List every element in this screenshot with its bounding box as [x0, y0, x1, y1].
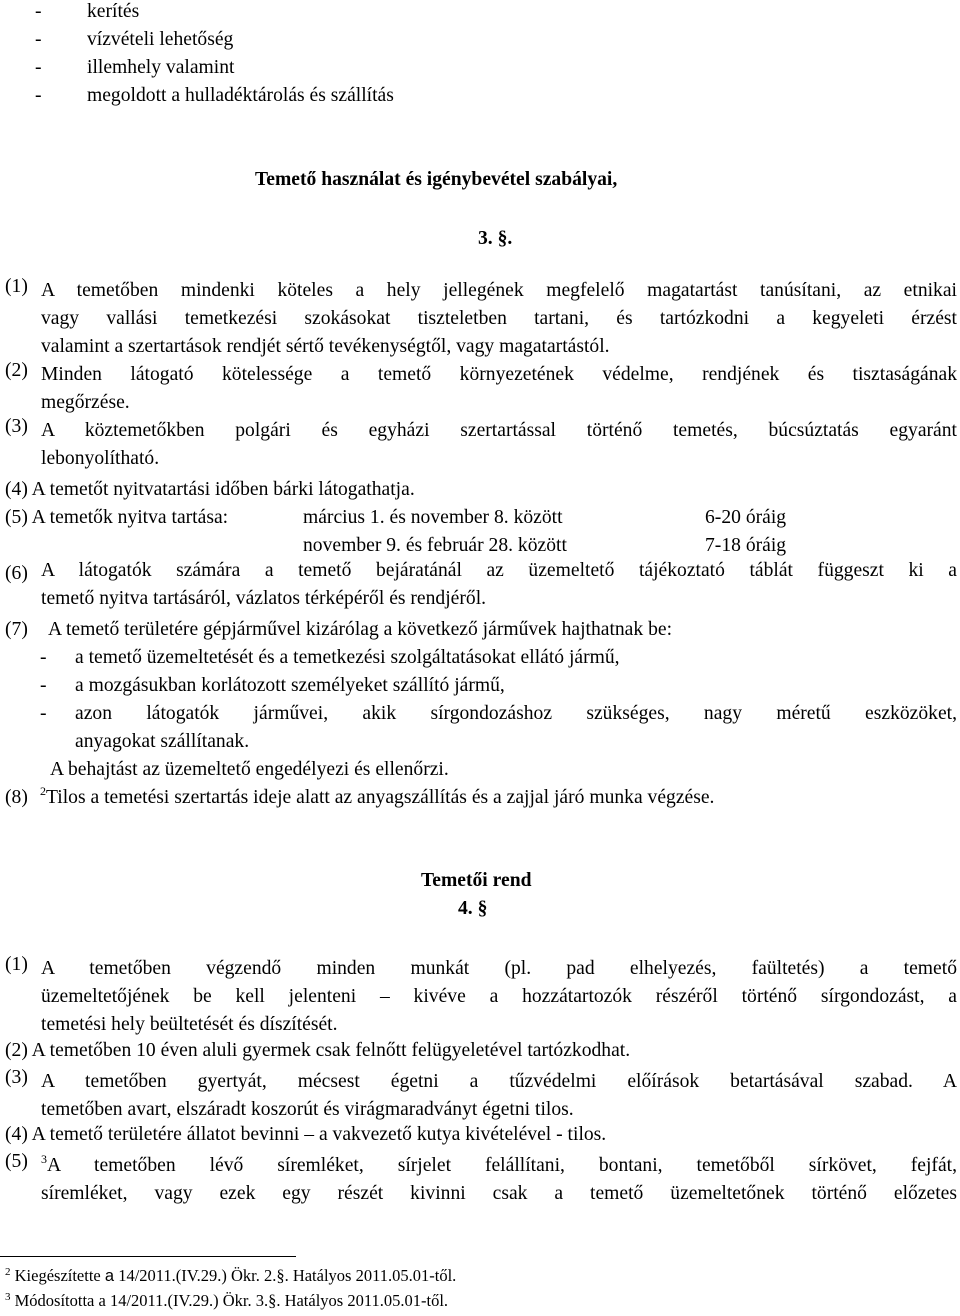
list-dash: -: [35, 29, 42, 50]
paragraph-3-6: [5, 557, 957, 613]
paragraph-line: temetési hely beültetését és díszítését.: [41, 1014, 338, 1035]
paragraph-number: (7): [5, 619, 28, 640]
paragraph-text: Tilos a temetési szertartás ideje alatt az anyagszállítás és a zajjal járó munka végzése.: [46, 787, 715, 808]
paragraph-line: vagy vallási temetkezési szokásokat tiszteletben tartani, és tartózkodni a kegyeleti érzést: [41, 308, 957, 329]
paragraph-line: A látogatók számára a temető bejáratánál az üzemeltető tájékoztató táblát függeszt ki a: [41, 560, 957, 581]
paragraph-4-1: [5, 955, 957, 1039]
paragraph-line: lebonyolítható.: [41, 448, 160, 469]
footnote-text: Kiegészítette: [14, 1266, 105, 1285]
list-item: illemhely valamint: [87, 57, 235, 78]
paragraph-number: (2): [5, 360, 28, 381]
paragraph-line: [41, 1152, 957, 1180]
opening-hours-label: (5) A temetők nyitva tartása:: [5, 507, 229, 528]
paragraph-line: valamint a szertartások rendjét sértő tevékenységtől, vagy magatartástól.: [41, 336, 610, 357]
paragraph-line: A temetőben gyertyát, mécsest égetni a tűzvédelmi előírások betartásával szabad. A: [41, 1071, 957, 1092]
paragraph-3-8: [40, 784, 715, 808]
paragraph-3-3: [5, 417, 957, 473]
footnote-ref: 2: [40, 784, 46, 798]
paragraph-line: temető nyitva tartásáról, vázlatos térképéről és rendjéről.: [41, 588, 487, 609]
list-dash: -: [40, 647, 47, 668]
paragraph-line: síremléket, vagy ezek egy részét kivinni csak a temető üzemeltetőnek történő előzetes: [41, 1183, 957, 1204]
paragraph-line: A temetőben mindenki köteles a hely jellegének megfelelő magatartást tanúsítani, az etnikai: [41, 280, 957, 301]
paragraph-number: (6): [5, 563, 28, 584]
paragraph-line: Minden látogató kötelessége a temető környezetének védelme, rendjének és tisztaságának: [41, 364, 957, 385]
paragraph-3-7-intro: A temető területére gépjárművel kizárólag a következő járművek hajthatnak be:: [48, 619, 673, 640]
list-item-continuation: anyagokat szállítanak.: [75, 731, 250, 752]
section-number: 3. §.: [478, 228, 513, 249]
paragraph-number: (3): [5, 1067, 28, 1088]
paragraph-line: temetőben avart, elszáradt koszorút és virágmaradványt égetni tilos.: [41, 1099, 574, 1120]
footnote-number: 2: [5, 1266, 11, 1278]
list-dash: -: [35, 57, 42, 78]
footnote-text: a: [104, 1267, 115, 1285]
footnote: [5, 1268, 456, 1285]
paragraph-text: A temetőben lévő síremléket, sírjelet felállítani, bontani, temetőből sírkövet, fejfát,: [47, 1155, 957, 1176]
paragraph-number: (1): [5, 276, 28, 297]
paragraph-line: A köztemetőkben polgári és egyházi szertartással történő temetés, búcsúztatás egyaránt: [41, 420, 957, 441]
list-item: vízvételi lehetőség: [87, 29, 234, 50]
paragraph-4-5: [5, 1152, 957, 1208]
paragraph-4-2: (2) A temetőben 10 éven aluli gyermek csak felnőtt felügyeletével tartózkodhat.: [5, 1040, 631, 1061]
paragraph-number: (8): [5, 787, 28, 808]
list-item: a temető üzemeltetését és a temetkezési szolgáltatásokat ellátó jármű,: [75, 647, 620, 668]
list-item: azon látogatók járművei, akik sírgondozáshoz szükséges, nagy méretű eszközöket,: [75, 703, 957, 724]
paragraph-3-7-tail: A behajtást az üzemeltető engedélyezi és ellenőrzi.: [50, 759, 449, 780]
paragraph-number: (3): [5, 416, 28, 437]
paragraph-3-1: [5, 277, 957, 361]
opening-hours: 6-20 óráig: [705, 507, 787, 528]
opening-period: november 9. és február 28. között: [303, 535, 567, 556]
list-item: kerítés: [87, 1, 140, 22]
paragraph-3-2: [5, 361, 957, 417]
list-dash: -: [40, 703, 47, 724]
paragraph-4-4: (4) A temető területére állatot bevinni – a vakvezető kutya kivételével - tilos.: [5, 1124, 607, 1145]
paragraph-line: üzemeltetőjének be kell jelenteni – kivéve a hozzátartozók részéről történő sírgondozást, a: [41, 986, 957, 1007]
list-item: megoldott a hulladéktárolás és szállítás: [87, 85, 394, 106]
list-item: a mozgásukban korlátozott személyeket szállító jármű,: [75, 675, 505, 696]
paragraph-line: megőrzése.: [41, 392, 130, 413]
opening-period: március 1. és november 8. között: [303, 507, 563, 528]
paragraph-3-4: (4) A temetőt nyitvatartási időben bárki látogathatja.: [5, 479, 415, 500]
list-dash: -: [35, 85, 42, 106]
paragraph-line: A temetőben végzendő minden munkát (pl. pad elhelyezés, faültetés) a temető: [41, 958, 957, 979]
footnote-text: Módosította a 14/2011.(IV.29.) Ökr. 3.§. Hatályos 2011.05.01-től.: [14, 1291, 449, 1310]
list-dash: -: [35, 1, 42, 22]
footnote-number: 3: [5, 1291, 11, 1303]
section-number: 4. §: [458, 898, 488, 919]
paragraph-4-3: [5, 1068, 957, 1124]
section-heading: Temetői rend: [421, 870, 532, 891]
paragraph-number: (5): [5, 1151, 28, 1172]
opening-hours: 7-18 óráig: [705, 535, 787, 556]
section-heading: Temető használat és igénybevétel szabályai,: [255, 169, 618, 190]
footnote: [5, 1293, 448, 1310]
paragraph-number: (1): [5, 954, 28, 975]
footnote-ref: 3: [41, 1152, 47, 1166]
footnote-separator: [0, 1256, 296, 1257]
list-dash: -: [40, 675, 47, 696]
footnote-text: 14/2011.(IV.29.) Ökr. 2.§. Hatályos 2011.05.01-től.: [114, 1266, 457, 1285]
